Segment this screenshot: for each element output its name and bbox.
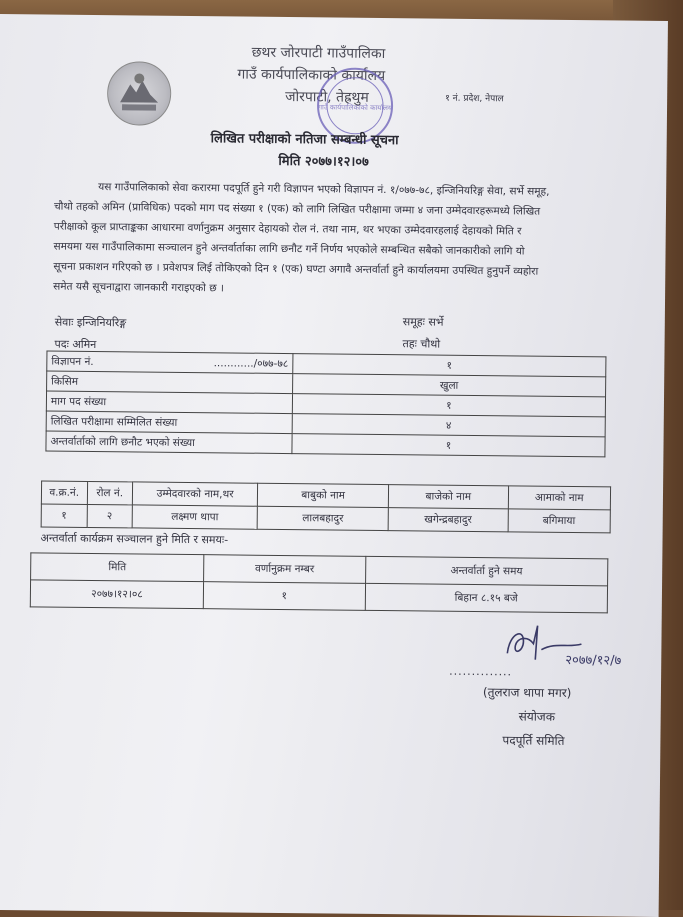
level-label: तहः चौथो <box>402 337 441 351</box>
signature-dots: .............. <box>449 664 513 679</box>
column-header: मिति <box>31 553 204 582</box>
summary-value: १ <box>292 434 605 457</box>
table-cell: बगिमाया <box>508 509 611 533</box>
summary-label: अन्तर्वार्ताको लागि छनौट भएको संख्या <box>46 431 292 454</box>
column-header: उम्मेदवारको नाम,थर <box>132 482 257 506</box>
committee-name: पदपूर्ति समिति <box>502 733 565 748</box>
summary-label: माग पद संख्या <box>46 391 292 414</box>
column-header: आमाको नाम <box>508 486 611 510</box>
table-cell: लक्ष्मण थापा <box>132 505 257 529</box>
notice-title: लिखित परीक्षाको नतिजा सम्बन्धी सूचना <box>210 131 399 149</box>
post-label: पदः अमिन <box>54 337 97 352</box>
signatory-name: (तुलराज थापा मगर) <box>482 685 572 701</box>
summary-value: खुला <box>292 374 605 397</box>
body-line: यस गाउँपालिकाको सेवा करारमा पदपूर्ति हुने गरी विज्ञापन भएको विज्ञापन नं. १/०७७-७८, इन्जिनियरिङ्ग सेवा, सर्भे समूह, <box>98 181 550 198</box>
body-line: समेत यसै सूचनाद्वारा जानकारी गराइएको छ । <box>53 280 225 295</box>
column-header: अन्तर्वार्ता हुने समय <box>365 556 608 586</box>
stamp-text: गाउँ कार्यपालिकाको कार्यालय <box>318 103 392 113</box>
summary-value: १ <box>292 394 605 417</box>
table-cell: १ <box>41 504 87 527</box>
table-cell: २ <box>87 504 133 527</box>
group-label: समूहः सर्भे <box>402 315 444 329</box>
province-label: १ नं. प्रदेश, नेपाल <box>445 93 504 105</box>
body-line: समयमा यस गाउँपालिकामा सञ्चालन हुने अन्तर्वार्ताका लागि छनौट गर्ने निर्णय भएकोले सम्बन्धित सबैको जानकारीको लागि यो <box>53 240 525 258</box>
signature-date: २०७७/१२/७ <box>565 652 622 669</box>
table-row <box>41 504 610 533</box>
body-line: परीक्षाको कूल प्राप्ताङ्कका आधारमा वर्णानुक्रम अनुसार देहायको रोल नं. तथा नाम, थर भएका उम्मेदवारहलाई देहायको मिति र <box>53 220 522 238</box>
signatory-role: संयोजक <box>518 709 556 724</box>
municipality-name: छथर जोरपाटी गाउँपालिका <box>251 44 386 63</box>
body-line: चौथो तहको अमिन (प्राविधिक) पदको माग पद संख्या १ (एक) को लागि लिखित परीक्षामा जम्मा ४ जना उम्मेदवारहरूमध्ये लिखित <box>53 200 541 218</box>
service-label: सेवाः इन्जिनियरिङ्ग <box>54 315 127 330</box>
office-address: जोरपाटी, तेह्रथुम <box>285 88 369 106</box>
schedule-table <box>30 552 609 613</box>
body-line: सूचना प्रकाशन गरिएको छ । प्रवेशपत्र लिई तोकिएको दिन १ (एक) घण्टा अगावै अन्तर्वार्ता हुने कार्यालयमा उपस्थित हुनुपर्ने व्यहोरा <box>53 260 539 278</box>
candidates-table <box>41 480 611 533</box>
summary-label: विज्ञापन नं. <box>51 355 94 368</box>
schedule-heading: अन्तर्वार्ता कार्यक्रम सञ्चालन हुने मिति र समयः- <box>40 531 229 547</box>
summary-middle: ............/०७७-७८ <box>213 356 289 370</box>
summary-label: किसिम <box>47 371 293 394</box>
table-cell: लालबहादुर <box>257 506 388 530</box>
column-header: व.क्र.नं. <box>41 481 87 504</box>
government-emblem-icon <box>107 61 172 126</box>
summary-label: लिखित परीक्षामा सम्मिलित संख्या <box>46 411 292 434</box>
office-name: गाउँ कार्यपालिकाको कार्यालय <box>237 66 386 85</box>
column-header: रोल नं. <box>87 481 133 504</box>
notice-body <box>53 177 614 303</box>
table-cell: खगेन्द्रबहादुर <box>388 508 508 532</box>
column-header: वर्णानुक्रम नम्बर <box>204 555 366 584</box>
notice-date: मिति २०७७।१२।०७ <box>278 153 369 170</box>
summary-value: ४ <box>292 414 605 437</box>
notice-paper <box>0 14 668 917</box>
column-header: बाबुको नाम <box>258 483 389 507</box>
summary-table <box>45 351 606 458</box>
table-cell: १ <box>203 582 365 611</box>
column-header: बाजेको नाम <box>388 485 508 509</box>
table-cell: २०७७।१२।०८ <box>30 580 203 609</box>
table-row <box>30 580 607 613</box>
summary-value: १ <box>293 354 606 377</box>
table-cell: बिहान ८.१५ बजे <box>365 583 608 613</box>
